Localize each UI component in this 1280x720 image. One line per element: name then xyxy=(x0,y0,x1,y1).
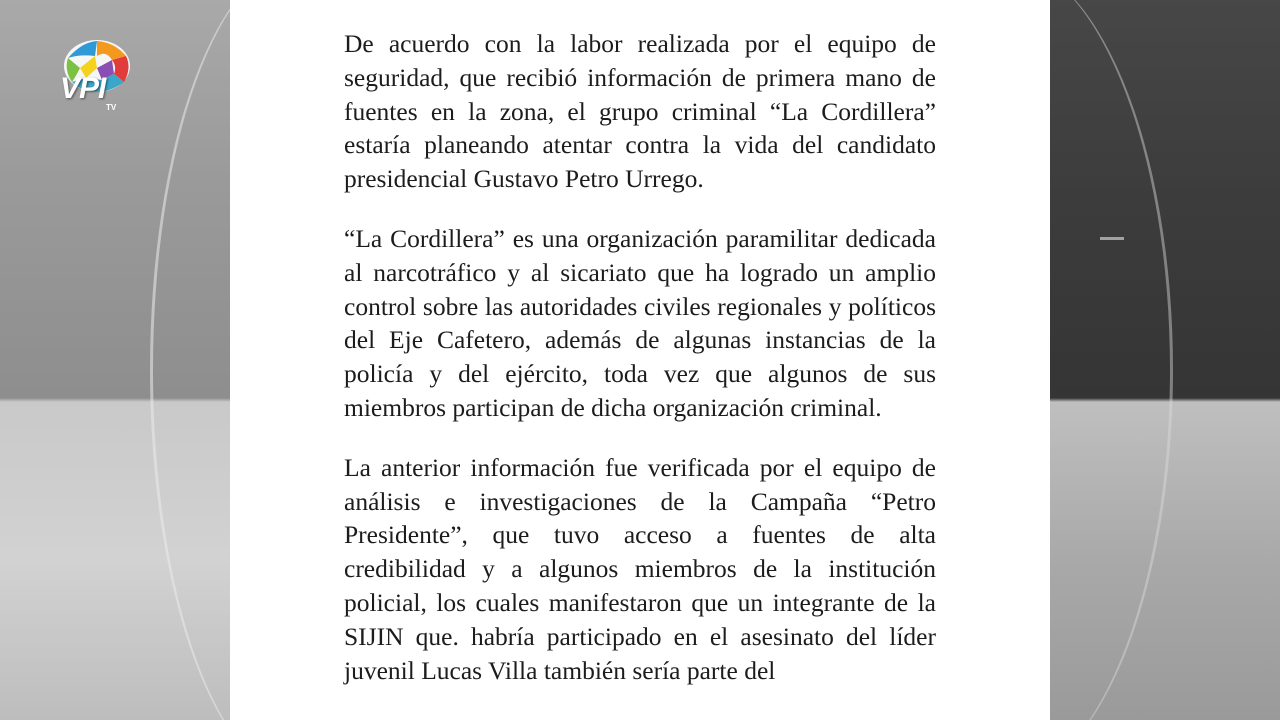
document-body xyxy=(344,27,936,713)
channel-logo xyxy=(56,36,138,114)
document-page xyxy=(230,0,1050,720)
paragraph-2: “La Cordillera” es una organización paramilitar dedicada al narcotráfico y al sicariato que ha logrado un amplio control sobre las autoridades civiles regionales y políticos del Eje Cafetero, además de algunas instancias de la policía y del ejército, toda vez que algunos de sus miembros participan de dicha organización criminal. xyxy=(344,223,936,422)
logo-wordmark: VPI xyxy=(60,72,106,105)
logo-subtitle: TV xyxy=(106,103,117,112)
paragraph-3: La anterior información fue verificada por el equipo de análisis e investigaciones de la Campaña “Petro Presidente”, que tuvo acceso a fuentes de alta credibilidad y a algunos miembros de la institución policial, los cuales manifestaron que un integrante de la SIJIN que. habría participado en el asesinato del líder juvenil Lucas Villa también sería parte del xyxy=(344,452,936,685)
background-right-panel xyxy=(1050,0,1280,720)
paragraph-1: De acuerdo con la labor realizada por el equipo de seguridad, que recibió información de primera mano de fuentes en la zona, el grupo criminal “La Cordillera” estaría planeando atentar contra la vida del candidato presidencial Gustavo Petro Urrego. xyxy=(344,29,936,194)
